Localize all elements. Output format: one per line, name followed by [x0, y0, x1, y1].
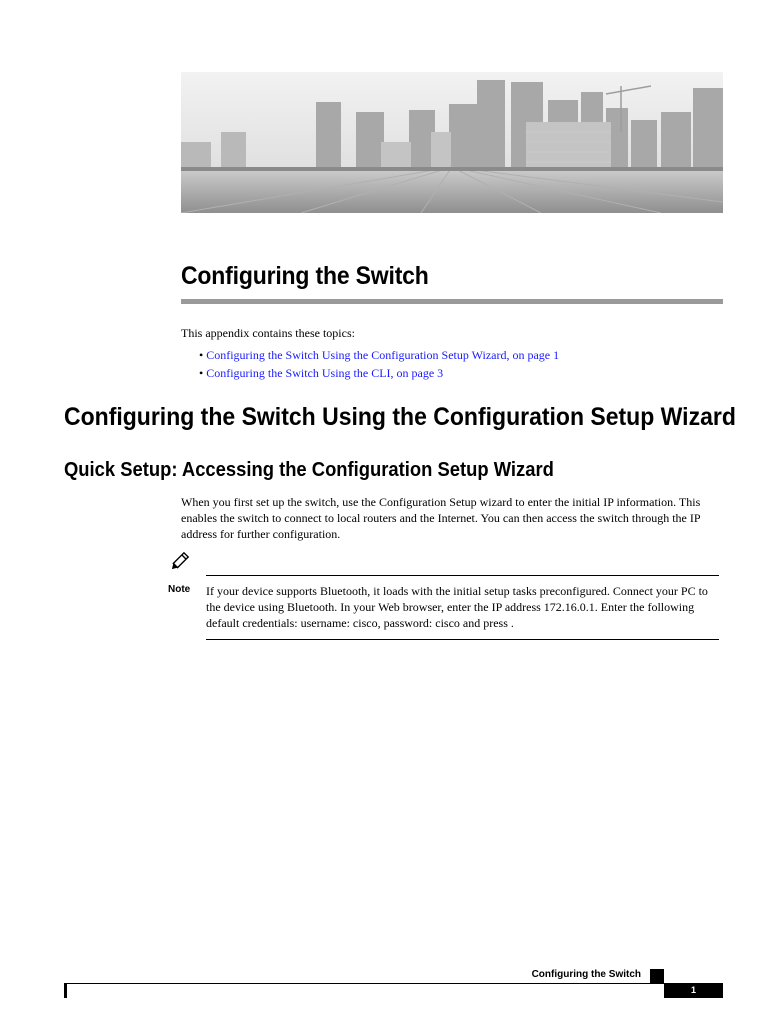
topic-link-setup-wizard[interactable]: Configuring the Switch Using the Configuration Setup Wizard, on page 1 [206, 348, 560, 362]
note-top-rule [206, 575, 719, 576]
chapter-rule [181, 299, 723, 304]
note-text: If your device supports Bluetooth, it loads with the initial setup tasks preconfigured. Connect your PC to the device using Bluetooth. In your Web browser, enter the IP address 172.16.0.1. Enter the following default credentials: username: cisco, password: cisco and press . [206, 584, 708, 630]
note-bottom-rule [206, 639, 719, 640]
subsection-title: Quick Setup: Accessing the Configuration Setup Wizard [64, 459, 554, 481]
topic-link-cli[interactable]: Configuring the Switch Using the CLI, on page 3 [206, 366, 444, 380]
intro-text: This appendix contains these topics: [181, 326, 355, 340]
note-label: Note [168, 584, 191, 595]
bullet: • [199, 366, 204, 380]
topic-item [199, 348, 559, 366]
banner-city-image [181, 72, 723, 213]
footer-left-mark [64, 983, 67, 998]
body-paragraph: When you first set up the switch, use the Configuration Setup wizard to enter the initial IP information. This enables the switch to connect to local routers and the Internet. You can then access the switch through the IP address for further configuration. [181, 495, 701, 541]
page-number: 1 [664, 983, 723, 998]
footer-rule [64, 983, 664, 984]
footer-block [650, 969, 664, 983]
chapter-title: Configuring the Switch [181, 262, 429, 290]
bullet: • [199, 348, 204, 362]
pencil-icon [168, 551, 190, 578]
topic-item [199, 366, 559, 384]
topic-list [199, 348, 559, 384]
section-title: Configuring the Switch Using the Configuration Setup Wizard [64, 403, 736, 431]
footer-chapter-title: Configuring the Switch [531, 969, 641, 980]
